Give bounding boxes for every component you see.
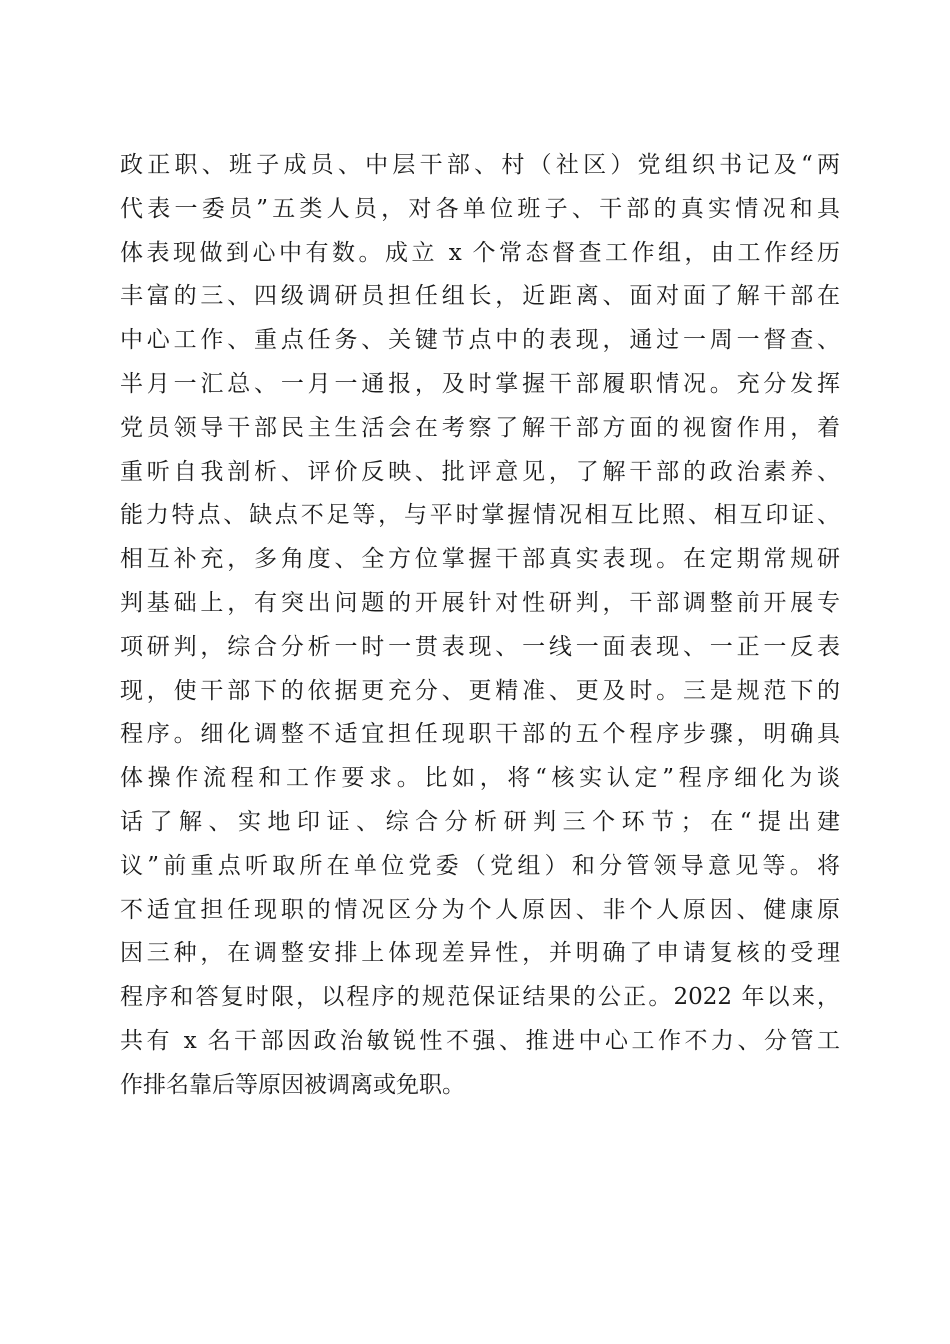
paragraph-line-17: 议”前重点听取所在单位党委（党组）和分管领导意见等。将: [120, 852, 840, 879]
paragraph-line-20: 程序和答复时限，以程序的规范保证结果的公正。2022 年以来，: [120, 984, 840, 1011]
paragraph-line-3: 体表现做到心中有数。成立 x 个常态督查工作组，由工作经历: [120, 239, 840, 266]
paragraph-line-19: 因三种，在调整安排上体现差异性，并明确了申请复核的受理: [120, 940, 840, 967]
paragraph-line-5: 中心工作、重点任务、关键节点中的表现，通过一周一督查、: [120, 327, 840, 354]
body-paragraph: [120, 144, 840, 1108]
paragraph-line-8: 重听自我剖析、评价反映、批评意见，了解干部的政治素养、: [120, 458, 840, 485]
paragraph-line-9: 能力特点、缺点不足等，与平时掌握情况相互比照、相互印证、: [120, 502, 840, 529]
paragraph-line-16: 话了解、实地印证、综合分析研判三个环节；在“提出建: [120, 808, 840, 835]
paragraph-line-1: 政正职、班子成员、中层干部、村（社区）党组织书记及“两: [120, 152, 840, 178]
paragraph-line-22: 作排名靠后等原因被调离或免职。: [120, 1071, 465, 1098]
paragraph-line-7: 党员领导干部民主生活会在考察了解干部方面的视窗作用，着: [120, 414, 840, 441]
paragraph-line-10: 相互补充，多角度、全方位掌握干部真实表现。在定期常规研: [120, 546, 840, 573]
paragraph-line-13: 现，使干部下的依据更充分、更精准、更及时。三是规范下的: [120, 677, 840, 704]
paragraph-line-15: 体操作流程和工作要求。比如，将“核实认定”程序细化为谈: [120, 765, 840, 792]
paragraph-line-14: 程序。细化调整不适宜担任现职干部的五个程序步骤，明确具: [120, 721, 840, 748]
paragraph-line-21: 共有 x 名干部因政治敏锐性不强、推进中心工作不力、分管工: [120, 1027, 840, 1054]
paragraph-line-18: 不适宜担任现职的情况区分为个人原因、非个人原因、健康原: [120, 896, 840, 923]
paragraph-line-6: 半月一汇总、一月一通报，及时掌握干部履职情况。充分发挥: [120, 370, 840, 397]
paragraph-line-12: 项研判，综合分析一时一贯表现、一线一面表现、一正一反表: [120, 633, 840, 660]
paragraph-line-4: 丰富的三、四级调研员担任组长，近距离、面对面了解干部在: [120, 283, 840, 310]
paragraph-line-11: 判基础上，有突出问题的开展针对性研判，干部调整前开展专: [120, 589, 840, 616]
paragraph-line-2: 代表一委员”五类人员，对各单位班子、干部的真实情况和具: [120, 195, 840, 222]
